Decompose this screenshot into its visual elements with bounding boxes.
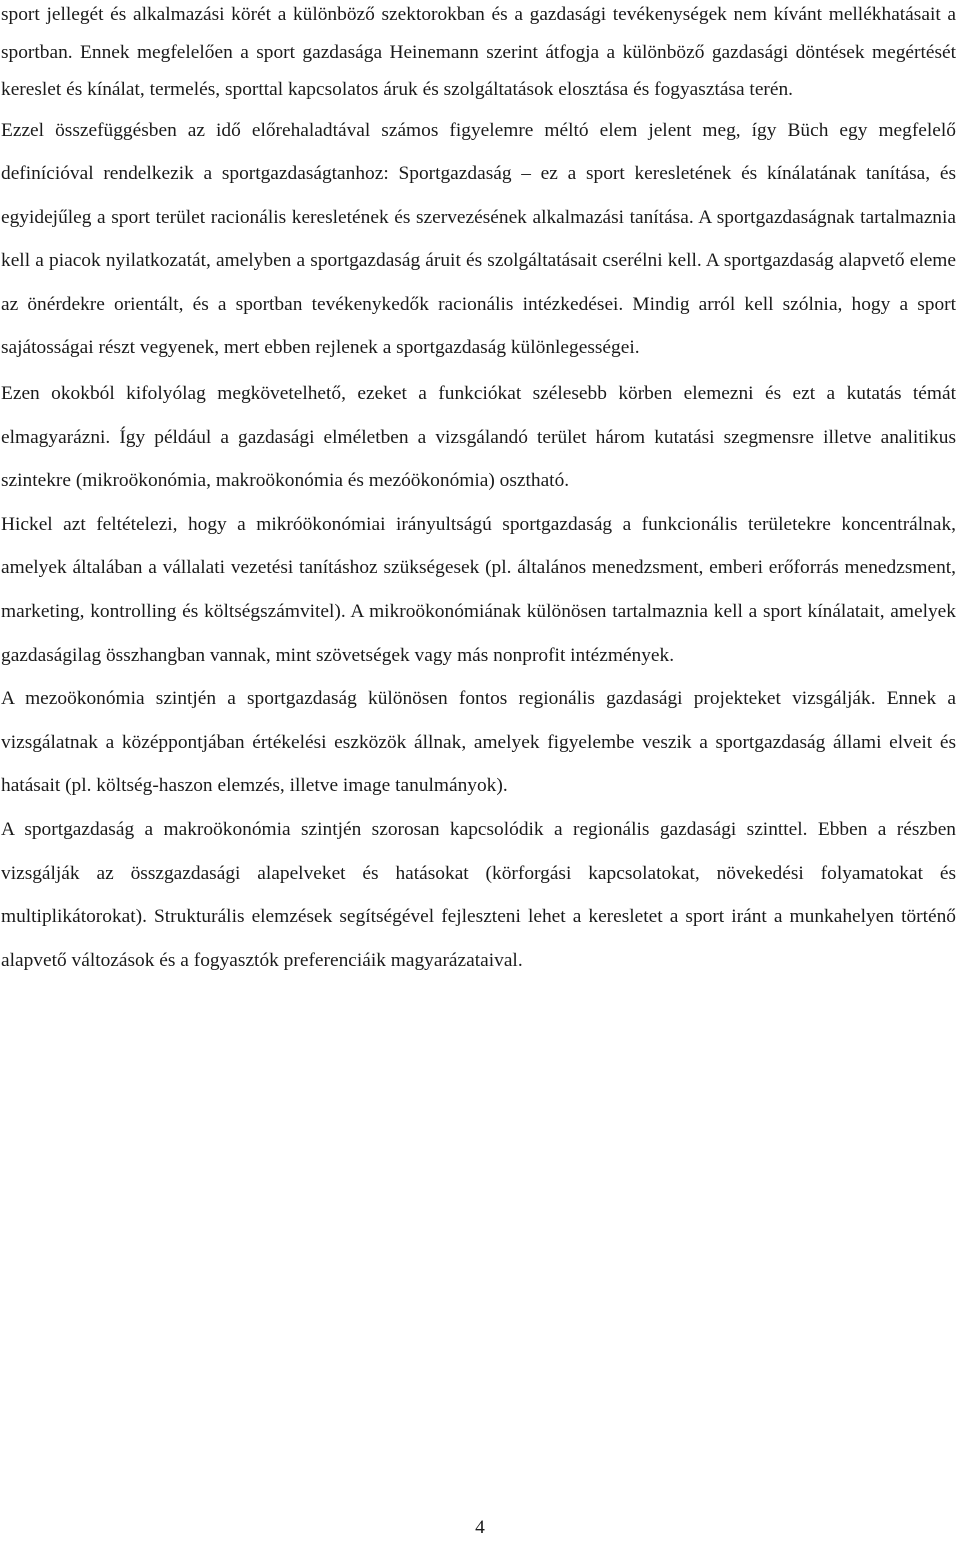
paragraph-6: A sportgazdaság a makroökonómia szintjén szorosan kapcsolódik a regionális gazdasági szinttel. Ebben a részben vizsgálják az összgazdasági alapelveket és hatásokat (körforgási kapcsolatokat, növekedési folyamatokat és multiplikátorokat). Strukturális elemzések segítségével fejleszteni lehet a keresletet a sport iránt a munkahelyen történő alapvető változások és a fogyasztók preferenciáik magyarázataival. — [1, 819, 956, 971]
paragraph-3: Ezen okokból kifolyólag megkövetelhető, ezeket a funkciókat szélesebb körben elemezni és ezt a kutatás témát elmagyarázni. Így például a gazdasági elméletben a vizsgálandó terület három kutatási szegmensre illetve analitikus szintekre (mikroökonómia, makroökonómia és mezóökonómia) osztható. — [1, 383, 956, 492]
page-number: 4 — [475, 1517, 485, 1538]
paragraph-2: Ezzel összefüggésben az idő előrehaladtával számos figyelemre méltó elem jelent meg, így Büch egy megfelelő definícióval rendelkezik a sportgazdaságtanhoz: Sportgazdaság – ez a sport keresletének és kínálatának tanítása, és egyidejűleg a sport terület racionális keresletének és szervezésének alkalmazási tanítása. A sportgazdaságnak tartalmaznia kell a piacok nyilatkozatát, amelyben a sportgazdaság áruit és szolgáltatásait cserélni kell. A sportgazdaság alapvető eleme az önérdekre orientált, és a sportban tevékenykedők racionális intézkedései. Mindig arról kell szólnia, hogy a sport sajátosságai részt vegyenek, mert ebben rejlenek a sportgazdaság különlegességei. — [1, 119, 956, 359]
body-text — [1, 0, 956, 982]
paragraph-1: sport jellegét és alkalmazási körét a különböző szektorokban és a gazdasági tevékenységek nem kívánt mellékhatásait a sportban. Ennek megfelelően a sport gazdasága Heinemann szerint átfogja a különböző gazdasági döntések megértését kereslet és kínálat, termelés, sporttal kapcsolatos áruk és szolgáltatások elosztása és fogyasztása terén. — [1, 4, 956, 100]
paragraph-5: A mezoökonómia szintjén a sportgazdaság különösen fontos regionális gazdasági projekteket vizsgálják. Ennek a vizsgálatnak a középpontjában értékelési eszközök állnak, amelyek figyelembe veszik a sportgazdaság állami elveit és hatásait (pl. költség-haszon elemzés, illetve image tanulmányok). — [1, 688, 956, 797]
paragraph-4: Hickel azt feltételezi, hogy a mikróökonómiai irányultságú sportgazdaság a funkcionális területekre koncentrálnak, amelyek általában a vállalati vezetési tanításhoz szükségesek (pl. általános menedzsment, emberi erőforrás menedzsment, marketing, kontrolling és költségszámvitel). A mikroökonómiának különösen tartalmaznia kell a sport kínálatait, amelyek gazdaságilag összhangban vannak, mint szövetségek vagy más nonprofit intézmények. — [1, 513, 956, 666]
